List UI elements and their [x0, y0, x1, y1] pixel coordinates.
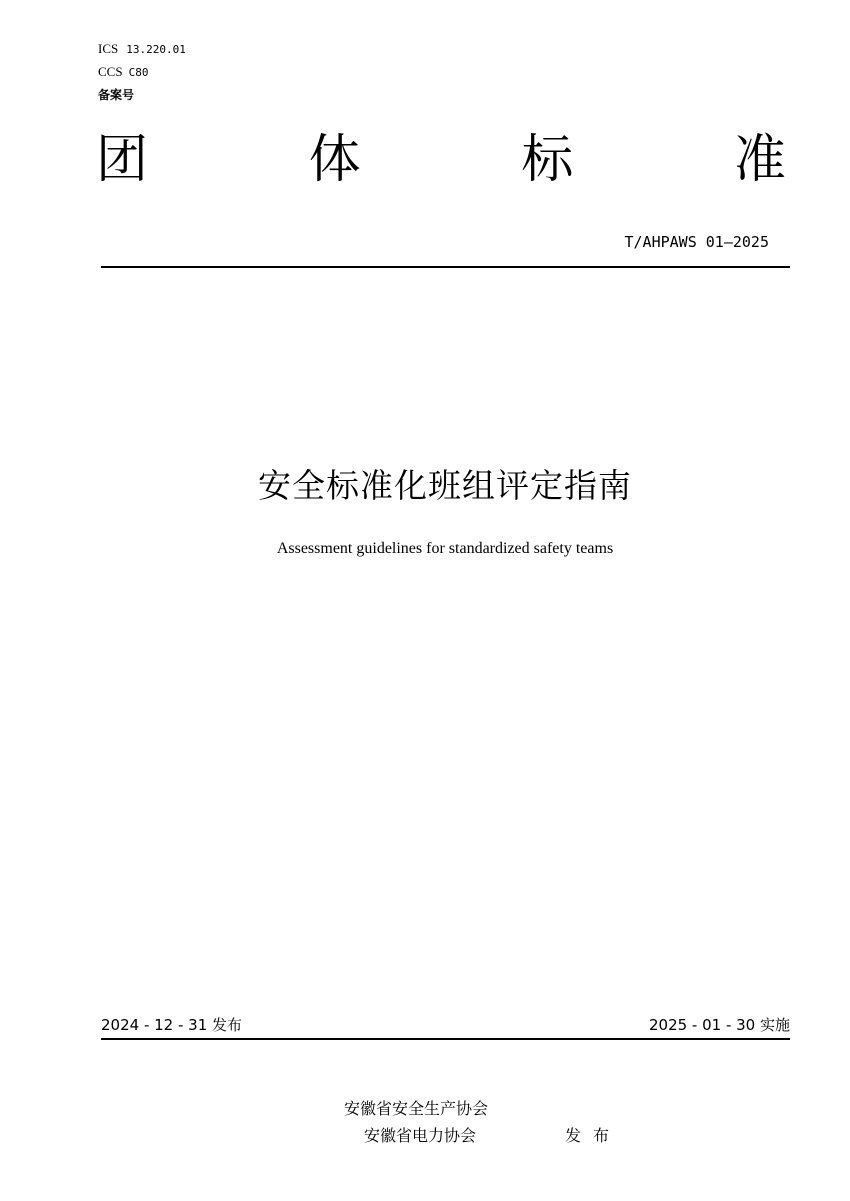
document-title-en: Assessment guidelines for standardized safety teams [276, 540, 614, 557]
ics-label: ICS [98, 41, 119, 56]
standard-type-heading [96, 128, 786, 192]
issue-date: 2024 - 12 - 31 发布 [101, 1016, 243, 1034]
ccs-label: CCS [98, 64, 123, 79]
standard-type-char-1: 团 [96, 130, 149, 190]
top-divider [101, 266, 790, 268]
ccs-line [98, 65, 148, 80]
publisher-org-2: 安徽省电力协会 [364, 1126, 477, 1145]
publisher-org-1: 安徽省安全生产协会 [344, 1099, 489, 1118]
bottom-divider [101, 1038, 790, 1040]
implementation-date: 2025 - 01 - 30 实施 [648, 1016, 790, 1034]
ics-line [98, 42, 186, 57]
publish-label: 发布 [565, 1126, 622, 1145]
standard-type-char-2: 体 [308, 130, 361, 190]
standard-type-char-4: 准 [733, 130, 786, 190]
record-number-label: 备案号 [98, 88, 135, 102]
standard-type-char-3: 标 [521, 130, 574, 190]
standard-number: T/AHPAWS 01—2025 [624, 233, 769, 251]
ics-value: 13.220.01 [126, 43, 186, 56]
document-title-zh: 安全标准化班组评定指南 [258, 466, 632, 505]
ccs-value: C80 [128, 66, 149, 79]
